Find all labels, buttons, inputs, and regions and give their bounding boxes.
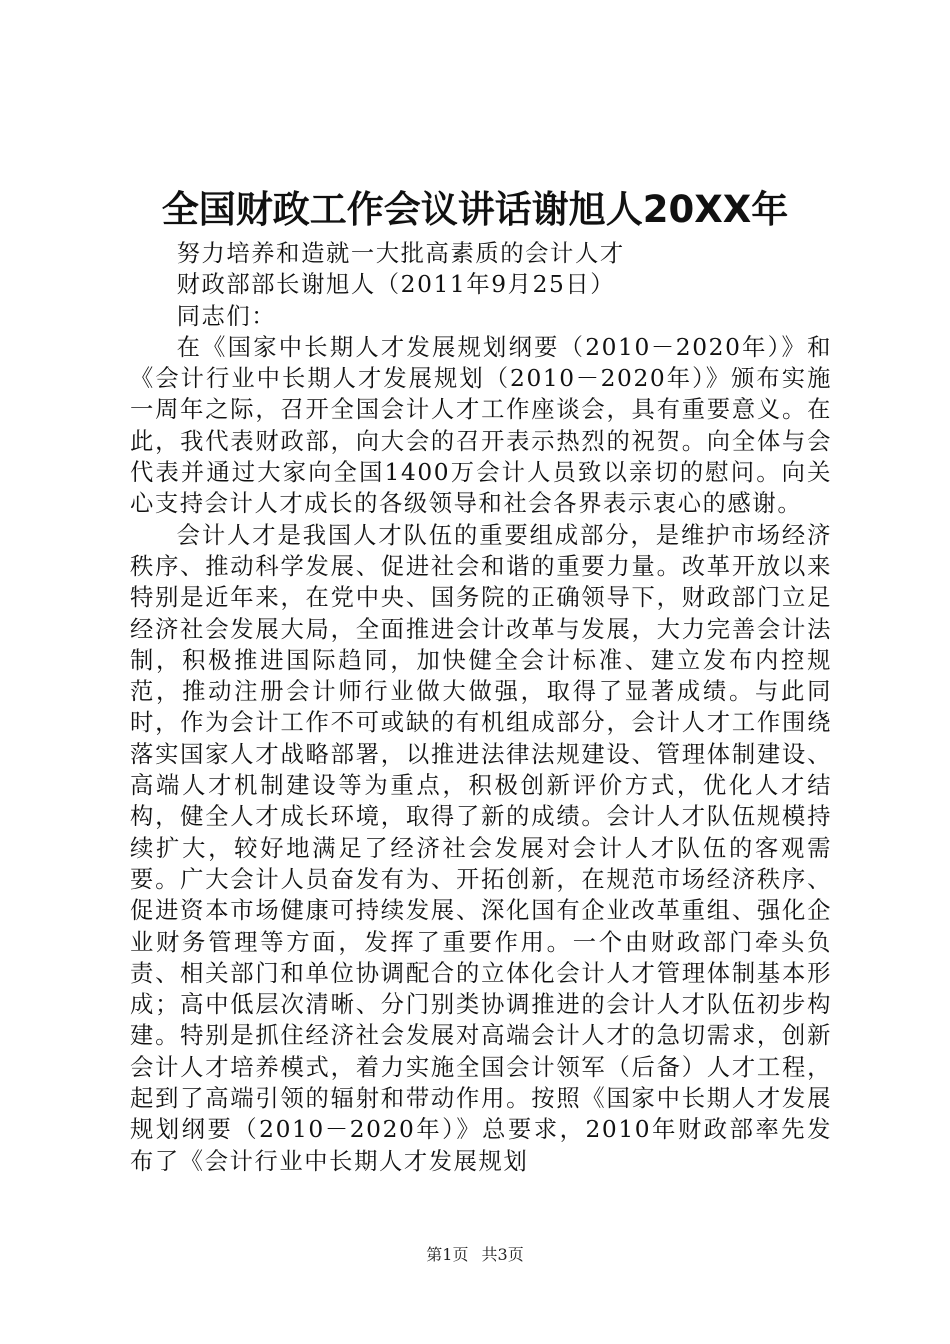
- salutation-paragraph: 同志们：: [176, 302, 277, 330]
- body-paragraph: 在《国家中长期人才发展规划纲要（2010－2020年）》和《会计行业中长期人才发展规划（2010－2020年）》颁布实施一周年之际，召开全国会计人才工作座谈会，具有重要意义。在此，我代表财政部，向大会的召开表示热烈的祝贺。向全体与会代表并通过大家向全国1400万会计人员致以亲切的慰问。向关心支持会计人才成长的各级领导和社会各界表示衷心的感谢。: [130, 333, 832, 518]
- page-total: 共3页: [481, 1245, 524, 1264]
- document-title: 全国财政工作会议讲话谢旭人20XX年: [161, 188, 789, 231]
- document-body: [130, 238, 832, 1177]
- body-paragraph: 会计人才是我国人才队伍的重要组成部分，是维护市场经济秩序、推动科学发展、促进社会和谐的重要力量。改革开放以来特别是近年来，在党中央、国务院的正确领导下，财政部门立足经济社会发展大局，全面推进会计改革与发展，大力完善会计法制，积极推进国际趋同，加快健全会计标准、建立发布内控规范，推动注册会计师行业做大做强，取得了显著成绩。与此同时，作为会计工作不可或缺的有机组成部分，会计人才工作围绕落实国家人才战略部署，以推进法律法规建设、管理体制建设、高端人才机制建设等为重点，积极创新评价方式，优化人才结构，健全人才成长环境，取得了新的成绩。会计人才队伍规模持续扩大，较好地满足了经济社会发展对会计人才队伍的客观需要。广大会计人员奋发有为、开拓创新，在规范市场经济秩序、促进资本市场健康可持续发展、深化国有企业改革重组、强化企业财务管理等方面，发挥了重要作用。一个由财政部门牵头负责、相关部门和单位协调配合的立体化会计人才管理体制基本形成；高中低层次清晰、分门别类协调推进的会计人才队伍初步构建。特别是抓住经济社会发展对高端会计人才的急切需求，创新会计人才培养模式，着力实施全国会计领军（后备）人才工程，起到了高端引领的辐射和带动作用。按照《国家中长期人才发展规划纲要（2010－2020年）》总要求，2010年财政部率先发布了《会计行业中长期人才发展规划: [130, 521, 832, 1175]
- page-footer: [0, 1244, 950, 1266]
- subtitle-paragraph: 努力培养和造就一大批高素质的会计人才: [176, 240, 625, 267]
- page-number: 第1页: [426, 1245, 469, 1264]
- author-date-paragraph: 财政部部长谢旭人（2011年9月25日）: [176, 271, 616, 299]
